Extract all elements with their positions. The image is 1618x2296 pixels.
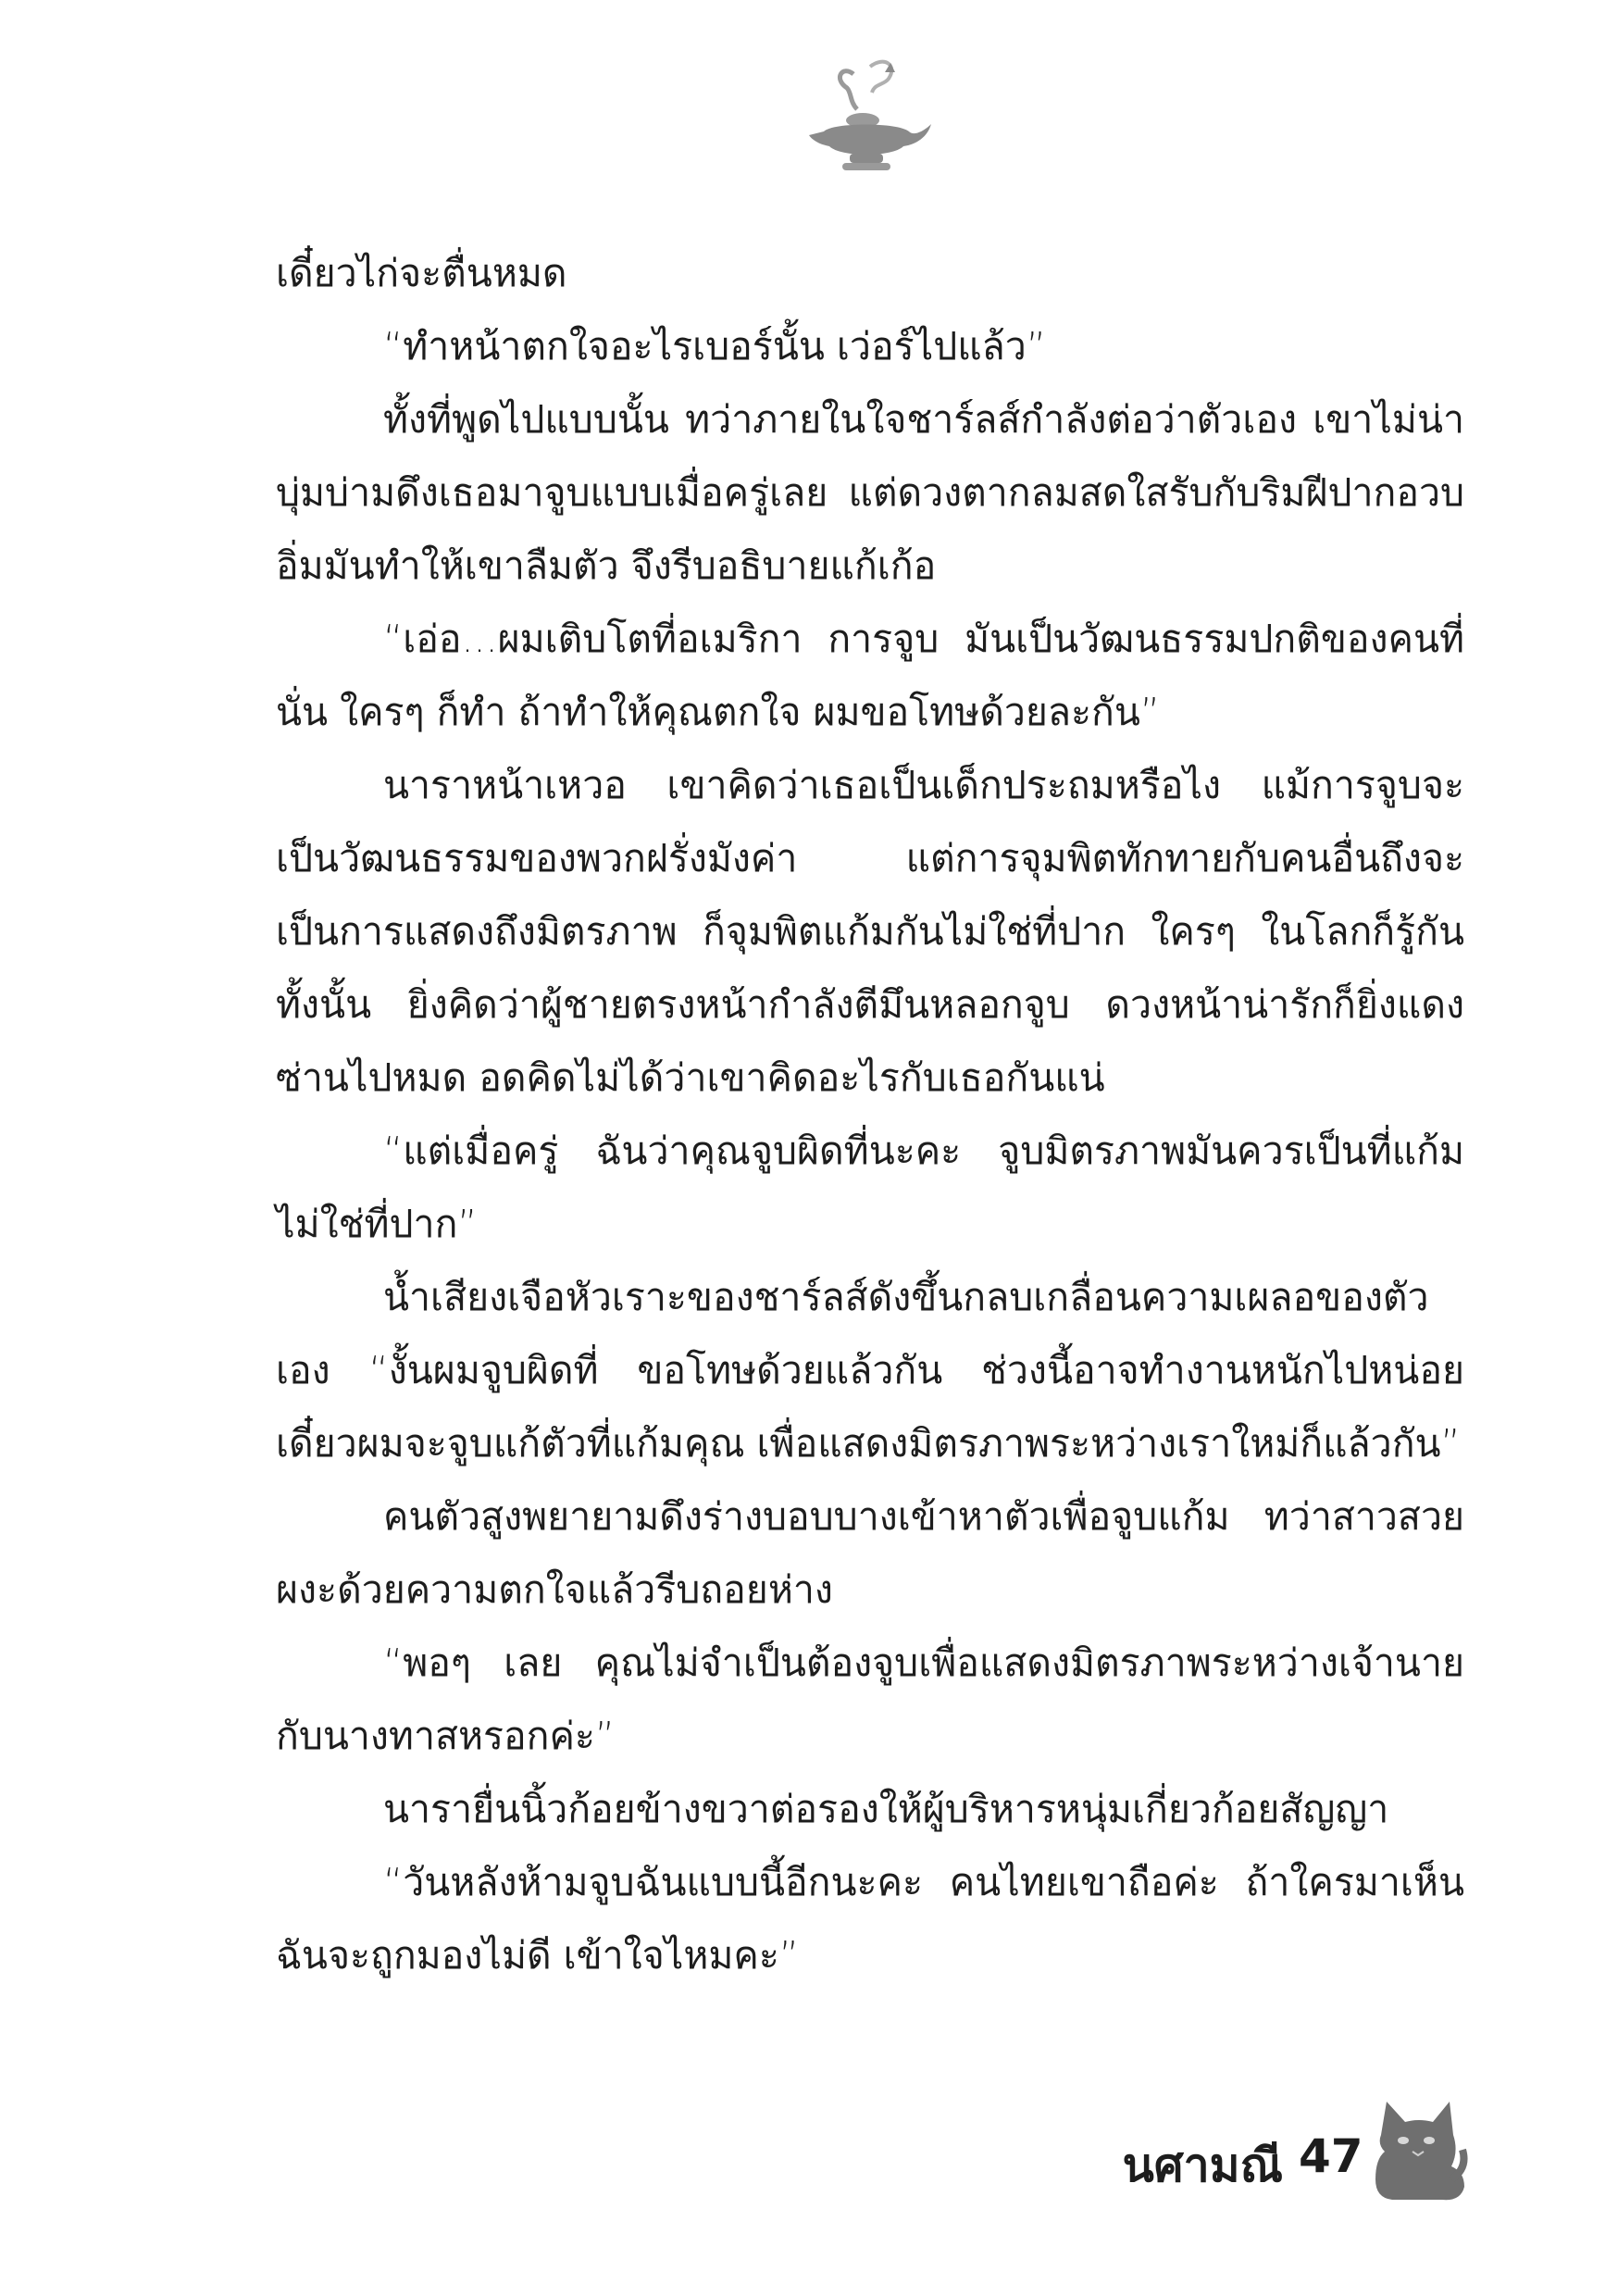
- paragraph: “แต่เมื่อครู่ ฉันว่าคุณจูบผิดที่นะคะ จูบมิตรภาพมันควรเป็นที่แก้ม ไม่ใช่ที่ปาก”: [276, 1129, 1464, 1246]
- paragraph: นาราหน้าเหวอ เขาคิดว่าเธอเป็นเด็กประถมหรือไง แม้การจูบจะเป็นวัฒนธรรมของพวกฝรั่งมังค่า แต่การจุมพิตทักทายกับคนอื่นถึงจะเป็นการแสดงถึงมิตรภาพ ก็จุมพิตแก้มกันไม่ใช่ที่ปาก ใครๆ ในโลกก็รู้กันทั้งนั้น ยิ่งคิดว่าผู้ชายตรงหน้ากำลังตีมึนหลอกจูบ ดวงหน้าน่ารักก็ยิ่งแดงซ่านไปหมด อดคิดไม่ได้ว่าเขาคิดอะไรกับเธอกันแน่: [276, 763, 1464, 1100]
- paragraph: นารายื่นนิ้วก้อยข้างขวาต่อรองให้ผู้บริหารหนุ่มเกี่ยวก้อยสัญญา: [383, 1787, 1389, 1831]
- body-text: [276, 237, 1464, 1992]
- paragraph: “วันหลังห้ามจูบฉันแบบนี้อีกนะคะ คนไทยเขาถือค่ะ ถ้าใครมาเห็น ฉันจะถูกมองไม่ดี เข้าใจไหมคะ”: [276, 1860, 1464, 1978]
- cat-icon: [1368, 2094, 1470, 2205]
- paragraph: “ทำหน้าตกใจอะไรเบอร์นั้น เว่อร์ไปแล้ว”: [383, 324, 1047, 368]
- paragraph: “เอ่อ...ผมเติบโตที่อเมริกา การจูบ มันเป็นวัฒนธรรมปกติของคนที่นั่น ใครๆ ก็ทำ ถ้าทำให้คุณตกใจ ผมขอโทษด้วยละกัน”: [276, 617, 1464, 734]
- paragraph: คนตัวสูงพยายามดึงร่างบอบบางเข้าหาตัวเพื่อจูบแก้ม ทว่าสาวสวยผงะด้วยความตกใจแล้วรีบถอยห่าง: [276, 1494, 1464, 1612]
- paragraph: “พอๆ เลย คุณไม่จำเป็นต้องจูบเพื่อแสดงมิตรภาพระหว่างเจ้านายกับนางทาสหรอกค่ะ”: [276, 1641, 1464, 1758]
- book-title: นศามณี: [1122, 2139, 1283, 2192]
- paragraph: น้ำเสียงเจือหัวเราะของชาร์ลส์ดังขึ้นกลบเกลื่อนความเผลอของตัวเอง “งั้นผมจูบผิดที่ ขอโทษด้วยแล้วกัน ช่วงนี้อาจทำงานหนักไปหน่อย เดี๋ยวผมจะจูบแก้ตัวที่แก้มคุณ เพื่อแสดงมิตรภาพระหว่างเราใหม่ก็แล้วกัน”: [276, 1275, 1464, 1466]
- paragraph: เดี๋ยวไก่จะตื่นหมด: [276, 251, 567, 295]
- paragraph: ทั้งที่พูดไปแบบนั้น ทว่าภายในใจชาร์ลส์กำลังต่อว่าตัวเอง เขาไม่น่าบุ่มบ่ามดึงเธอมาจูบแบบเมื่อครู่เลย แต่ดวงตากลมสดใสรับกับริมฝีปากอวบอิ่มมันทำให้เขาลืมตัว จึงรีบอธิบายแก้เก้อ: [276, 397, 1464, 588]
- genie-lamp-icon: [796, 56, 935, 176]
- page-number: 47: [1299, 2129, 1363, 2183]
- page-footer: [0, 2094, 1618, 2224]
